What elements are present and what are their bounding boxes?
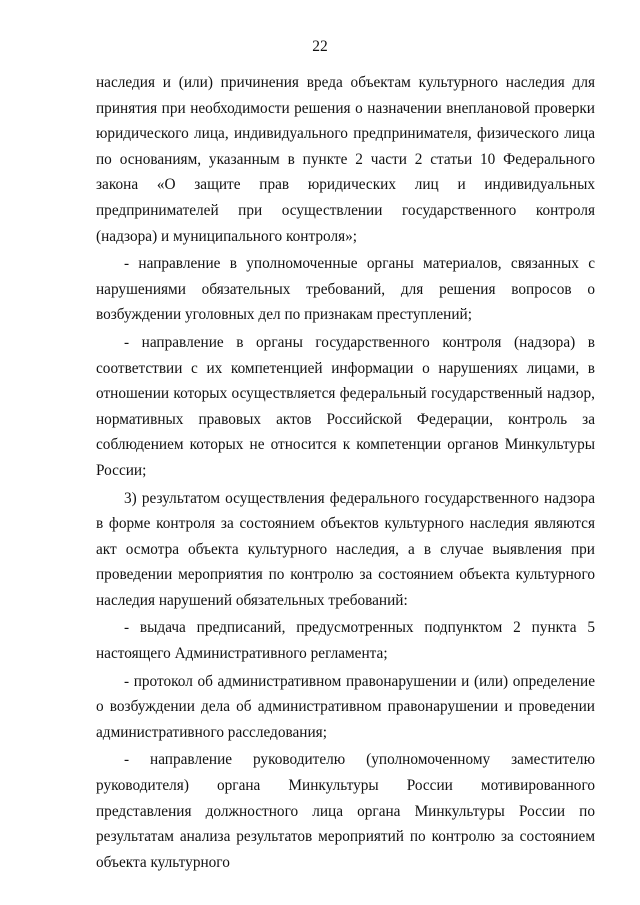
paragraph-list-item: - направление в органы государственного контроля (надзора) в соответствии с их компетенцией информации о нарушениях лицами, в отношении которых осуществляется федеральный государственный надзор, нормативных правовых актов Российской Федерации, контроль за соблюдением которых не относится к компетенции органов Минкультуры России; <box>96 333 595 479</box>
paragraph-list-item: - выдача предписаний, предусмотренных подпунктом 2 пункта 5 настоящего Административного регламента; <box>96 619 595 663</box>
paragraph-list-item: - направление в уполномоченные органы материалов, связанных с нарушениями обязательных требований, для решения вопросов о возбуждении уголовных дел по признакам преступлений; <box>96 255 595 324</box>
document-body <box>96 70 595 875</box>
paragraph-list-item: - протокол об административном правонарушении и (или) определение о возбуждении дела об административном правонарушении и проведении административного расследования; <box>96 672 595 741</box>
page-number: 22 <box>312 38 328 55</box>
paragraph-numbered-item: 3) результатом осуществления федерального государственного надзора в форме контроля за состоянием объектов культурного наследия являются акт осмотра объекта культурного наследия, а в случае выявления при проведении мероприятия по контролю за состоянием объекта культурного наследия нарушений обязательных требований: <box>96 489 595 609</box>
paragraph-list-item: - направление руководителю (уполномоченному заместителю руководителя) органа Минкультуры России мотивированного представления должностного лица органа Минкультуры России по результатам анализа результатов мероприятий по контролю за состоянием объекта культурного <box>96 751 595 871</box>
paragraph-continuation: наследия и (или) причинения вреда объектам культурного наследия для принятия при необходимости решения о назначении внеплановой проверки юридического лица, индивидуального предпринимателя, физического лица по основаниям, указанным в пункте 2 части 2 статьи 10 Федерального закона «О защите прав юридических лиц и индивидуальных предпринимателей при осуществлении государственного контроля (надзора) и муниципального контроля»; <box>96 74 595 245</box>
